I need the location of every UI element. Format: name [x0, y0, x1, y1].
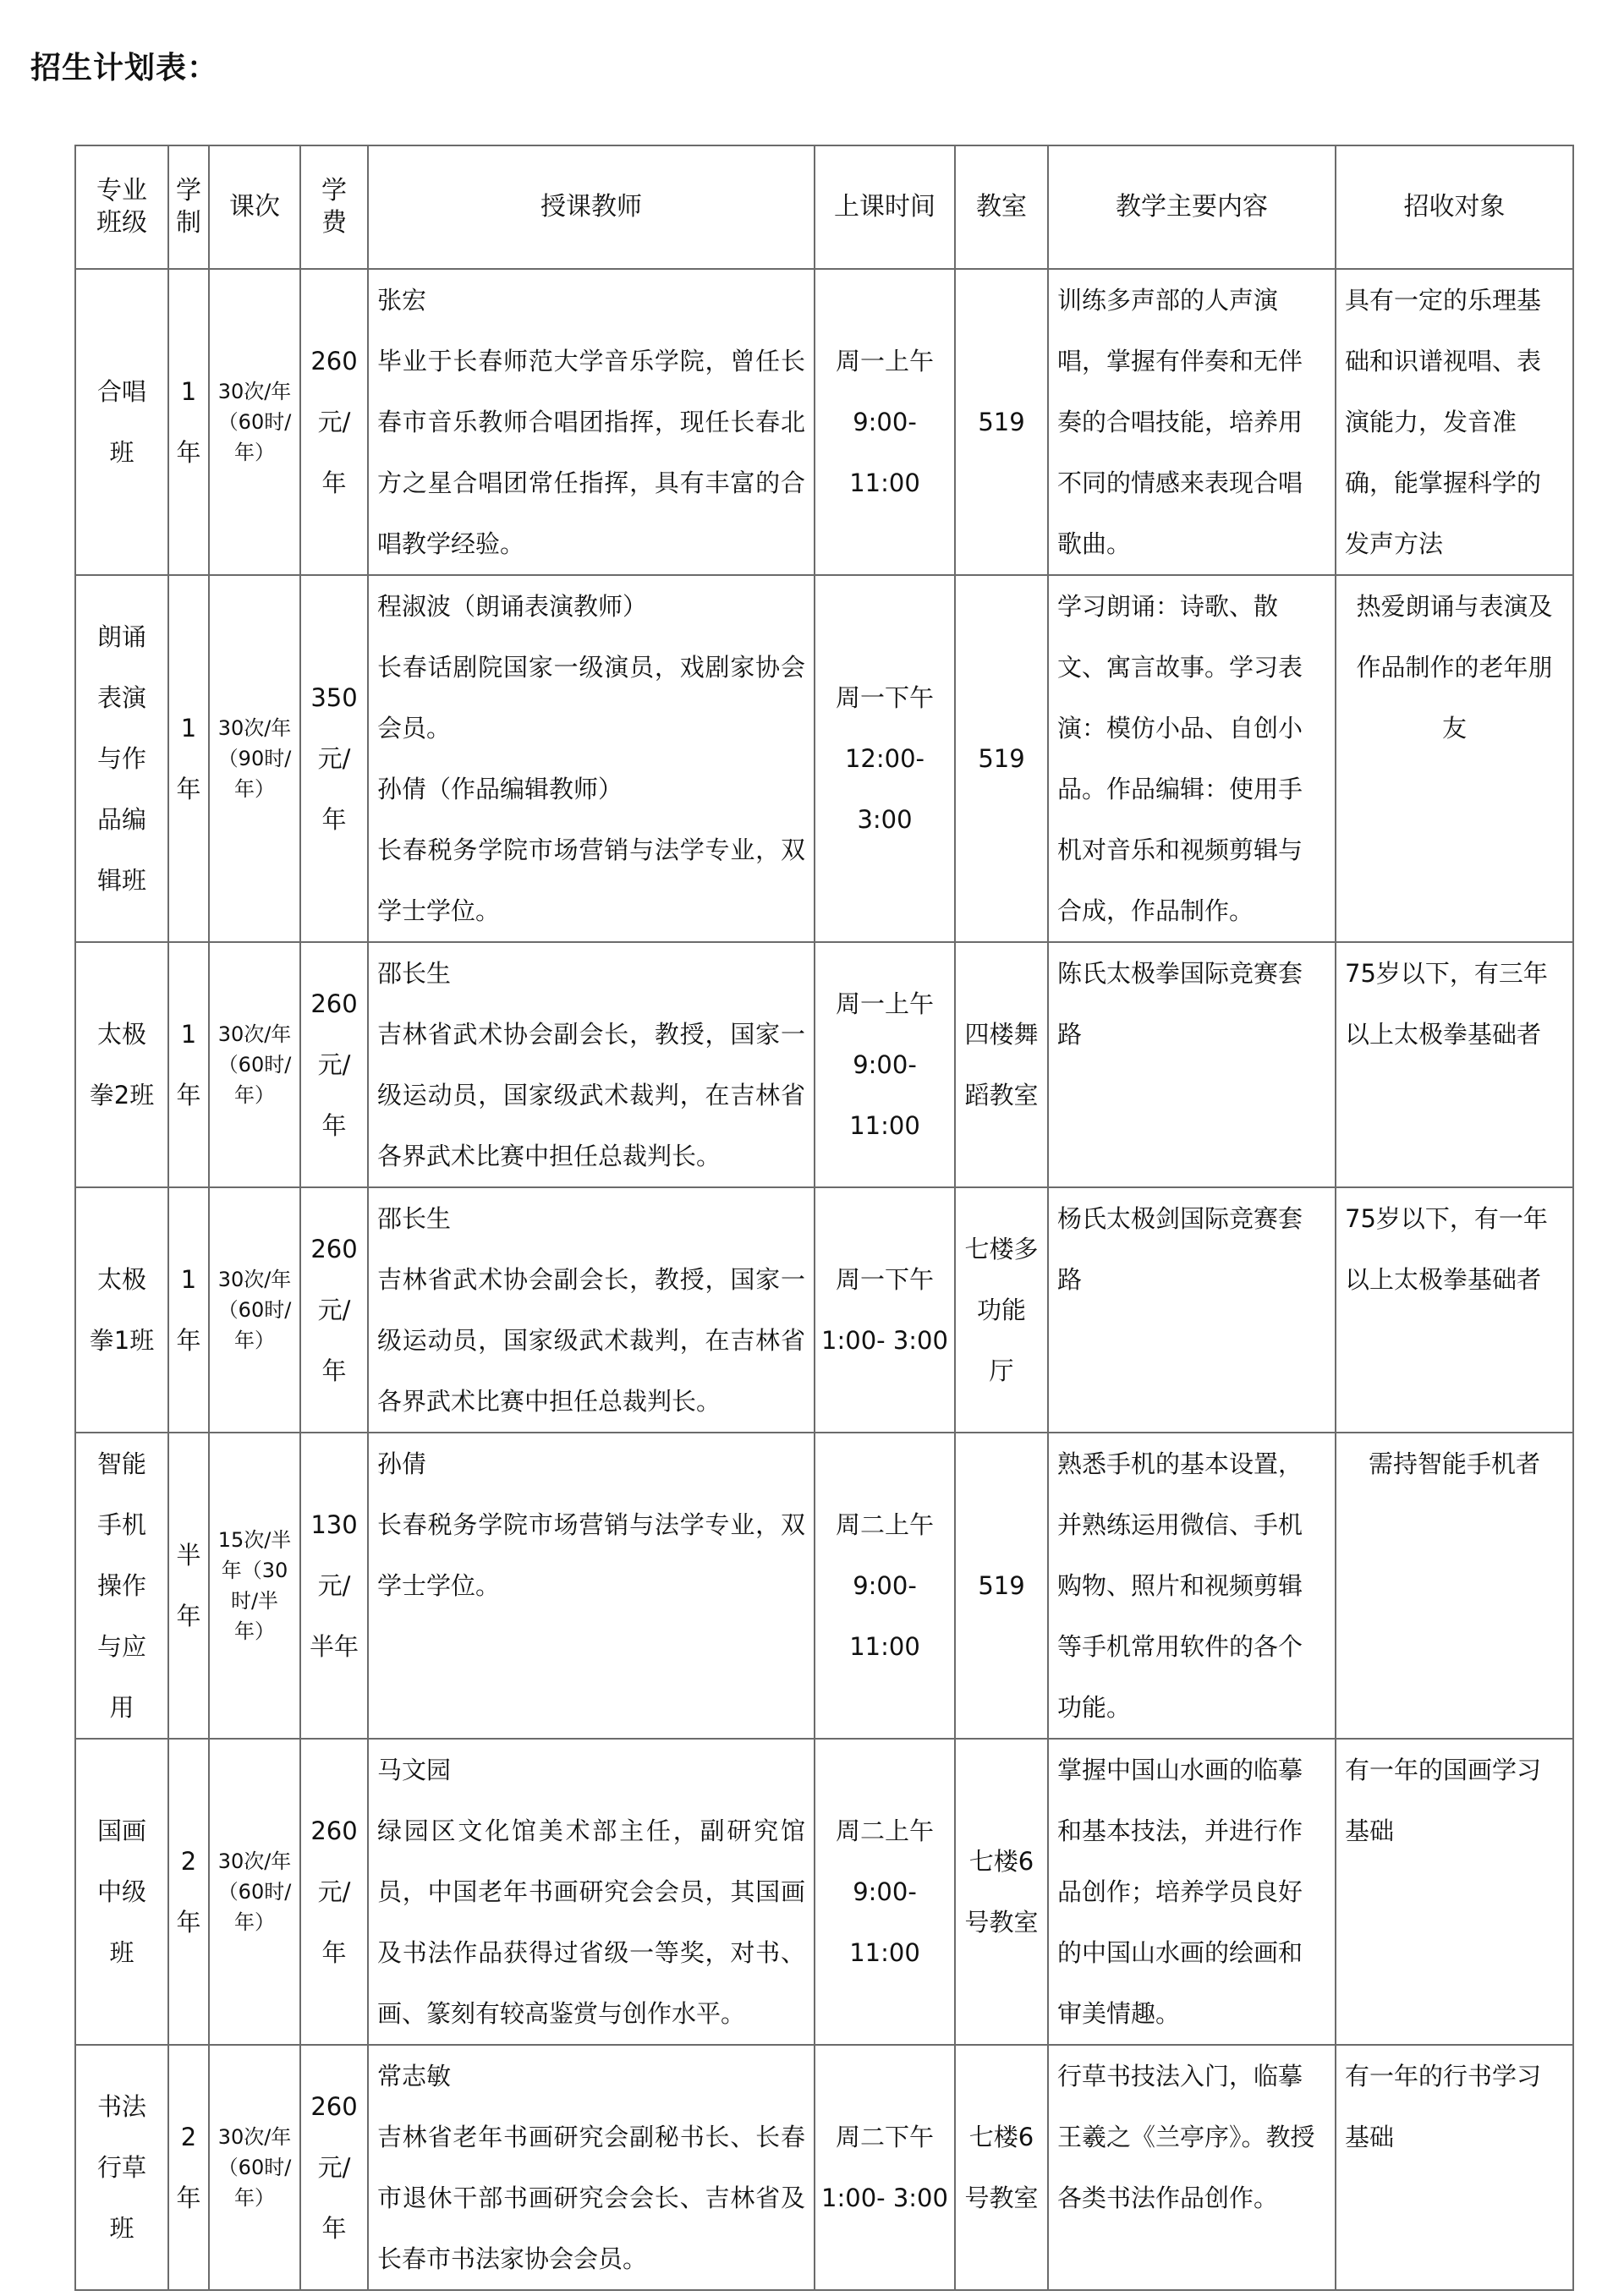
teacher-cell: [368, 575, 815, 942]
system-cell: 1年: [168, 269, 209, 575]
teacher-text: 邵长生 吉林省武术协会副会长，教授，国家一级运动员，国家级武术裁判，在吉林省各界武术比赛中担任总裁判长。: [377, 1204, 805, 1416]
content-cell: 陈氏太极拳国际竞赛套路: [1048, 942, 1336, 1187]
room-cell: 七楼多功能 厅: [955, 1187, 1048, 1433]
header-room: 教室: [955, 145, 1048, 269]
room-cell: 519: [955, 269, 1048, 575]
header-target: 招收对象: [1336, 145, 1573, 269]
target-cell: 有一年的国画学习基础: [1336, 1739, 1573, 2045]
teacher-cell: [368, 1739, 815, 2045]
sessions-cell: 30次/年（60时/年）: [209, 1187, 300, 1433]
class-name-cell: 书法行草班: [75, 2045, 168, 2290]
table-row: [75, 1433, 1573, 1739]
room-cell: 七楼6号教室: [955, 2045, 1048, 2290]
time-cell: 周二上午 9:00- 11:00: [815, 1739, 955, 2045]
target-cell: 具有一定的乐理基础和识谱视唱、表演能力，发音准确，能掌握科学的发声方法: [1336, 269, 1573, 575]
time-cell: 周一下午 12:00- 3:00: [815, 575, 955, 942]
teacher-cell: [368, 2045, 815, 2290]
sessions-cell: 30次/年（60时/年）: [209, 942, 300, 1187]
table-row: [75, 1187, 1573, 1433]
room-cell: 519: [955, 1433, 1048, 1739]
fee-cell: 260元/年: [300, 269, 368, 575]
table-row: [75, 1739, 1573, 2045]
room-cell: 七楼6号教室: [955, 1739, 1048, 2045]
class-name-cell: 合唱班: [75, 269, 168, 575]
content-cell: 训练多声部的人声演唱，掌握有伴奏和无伴奏的合唱技能，培养用不同的情感来表现合唱歌曲。: [1048, 269, 1336, 575]
content-cell: 行草书技法入门，临摹王羲之《兰亭序》。教授各类书法作品创作。: [1048, 2045, 1336, 2290]
system-cell: 2年: [168, 2045, 209, 2290]
fee-cell: 260元/年: [300, 1739, 368, 2045]
table-row: [75, 942, 1573, 1187]
target-cell: 热爱朗诵与表演及作品制作的老年朋友: [1336, 575, 1573, 942]
fee-cell: 350元/年: [300, 575, 368, 942]
system-cell: 半年: [168, 1433, 209, 1739]
class-name-cell: 国画中级班: [75, 1739, 168, 2045]
content-cell: 掌握中国山水画的临摹和基本技法，并进行作品创作；培养学员良好的中国山水画的绘画和审美情趣。: [1048, 1739, 1336, 2045]
header-time: 上课时间: [815, 145, 955, 269]
teacher-text: 孙倩 长春税务学院市场营销与法学专业，双学士学位。: [377, 1449, 805, 1600]
enrollment-plan-table: [74, 145, 1574, 2291]
header-system: 学制: [168, 145, 209, 269]
teacher-cell: [368, 269, 815, 575]
room-cell: 519: [955, 575, 1048, 942]
teacher-cell: [368, 1433, 815, 1739]
teacher-cell: [368, 1187, 815, 1433]
table-row: [75, 575, 1573, 942]
time-cell: 周一上午 9:00- 11:00: [815, 942, 955, 1187]
system-cell: 1年: [168, 942, 209, 1187]
sessions-cell: 15次/半年（30时/半年）: [209, 1433, 300, 1739]
target-cell: 75岁以下，有一年以上太极拳基础者: [1336, 1187, 1573, 1433]
time-cell: 周二下午 1:00- 3:00: [815, 2045, 955, 2290]
class-name-cell: 朗诵表演与作品编辑班: [75, 575, 168, 942]
time-cell: 周一上午 9:00- 11:00: [815, 269, 955, 575]
target-cell: 有一年的行书学习基础: [1336, 2045, 1573, 2290]
room-cell: 四楼舞蹈教室: [955, 942, 1048, 1187]
sessions-cell: 30次/年（90时/年）: [209, 575, 300, 942]
time-cell: 周二上午 9:00- 11:00: [815, 1433, 955, 1739]
table-row: [75, 269, 1573, 575]
table-row: [75, 2045, 1573, 2290]
header-content: 教学主要内容: [1048, 145, 1336, 269]
header-class-name: 专业班级: [75, 145, 168, 269]
document-title: 招生计划表：: [30, 51, 219, 85]
target-cell: 75岁以下，有三年以上太极拳基础者: [1336, 942, 1573, 1187]
system-cell: 1年: [168, 575, 209, 942]
teacher-text: 常志敏 吉林省老年书画研究会副秘书长、长春市退休干部书画研究会会长、吉林省及长春市书法家协会会员。: [377, 2062, 805, 2273]
header-sessions: 课次: [209, 145, 300, 269]
fee-cell: 260元/年: [300, 2045, 368, 2290]
system-cell: 2年: [168, 1739, 209, 2045]
header-fee: 学费: [300, 145, 368, 269]
sessions-cell: 30次/年（60时/年）: [209, 1739, 300, 2045]
class-name-cell: 智能手机操作与应用: [75, 1433, 168, 1739]
target-cell: 需持智能手机者: [1336, 1433, 1573, 1739]
system-cell: 1年: [168, 1187, 209, 1433]
fee-cell: 130元/半年: [300, 1433, 368, 1739]
time-cell: 周一下午 1:00- 3:00: [815, 1187, 955, 1433]
fee-cell: 260元/年: [300, 942, 368, 1187]
teacher-text: 马文园 绿园区文化馆美术部主任，副研究馆员，中国老年书画研究会会员，其国画及书法作品获得过省级一等奖，对书、画、篆刻有较高鉴赏与创作水平。: [377, 1756, 805, 2028]
teacher-text: 邵长生 吉林省武术协会副会长，教授，国家一级运动员，国家级武术裁判，在吉林省各界武术比赛中担任总裁判长。: [377, 959, 805, 1170]
sessions-cell: 30次/年（60时/年）: [209, 269, 300, 575]
table-header-row: [75, 145, 1573, 269]
fee-cell: 260元/年: [300, 1187, 368, 1433]
content-cell: 杨氏太极剑国际竞赛套路: [1048, 1187, 1336, 1433]
header-teacher: 授课教师: [368, 145, 815, 269]
teacher-cell: [368, 942, 815, 1187]
teacher-text: 程淑波（朗诵表演教师） 长春话剧院国家一级演员，戏剧家协会会员。 孙倩（作品编辑教师） 长春税务学院市场营销与法学专业，双学士学位。: [377, 592, 805, 925]
class-name-cell: 太极拳2班: [75, 942, 168, 1187]
teacher-text: 张宏 毕业于长春师范大学音乐学院，曾任长春市音乐教师合唱团指挥，现任长春北方之星合唱团常任指挥，具有丰富的合唱教学经验。: [377, 286, 805, 558]
sessions-cell: 30次/年（60时/年）: [209, 2045, 300, 2290]
content-cell: 学习朗诵：诗歌、散文、寓言故事。学习表演：模仿小品、自创小品。作品编辑：使用手机对音乐和视频剪辑与合成，作品制作。: [1048, 575, 1336, 942]
content-cell: 熟悉手机的基本设置，并熟练运用微信、手机购物、照片和视频剪辑等手机常用软件的各个功能。: [1048, 1433, 1336, 1739]
class-name-cell: 太极拳1班: [75, 1187, 168, 1433]
